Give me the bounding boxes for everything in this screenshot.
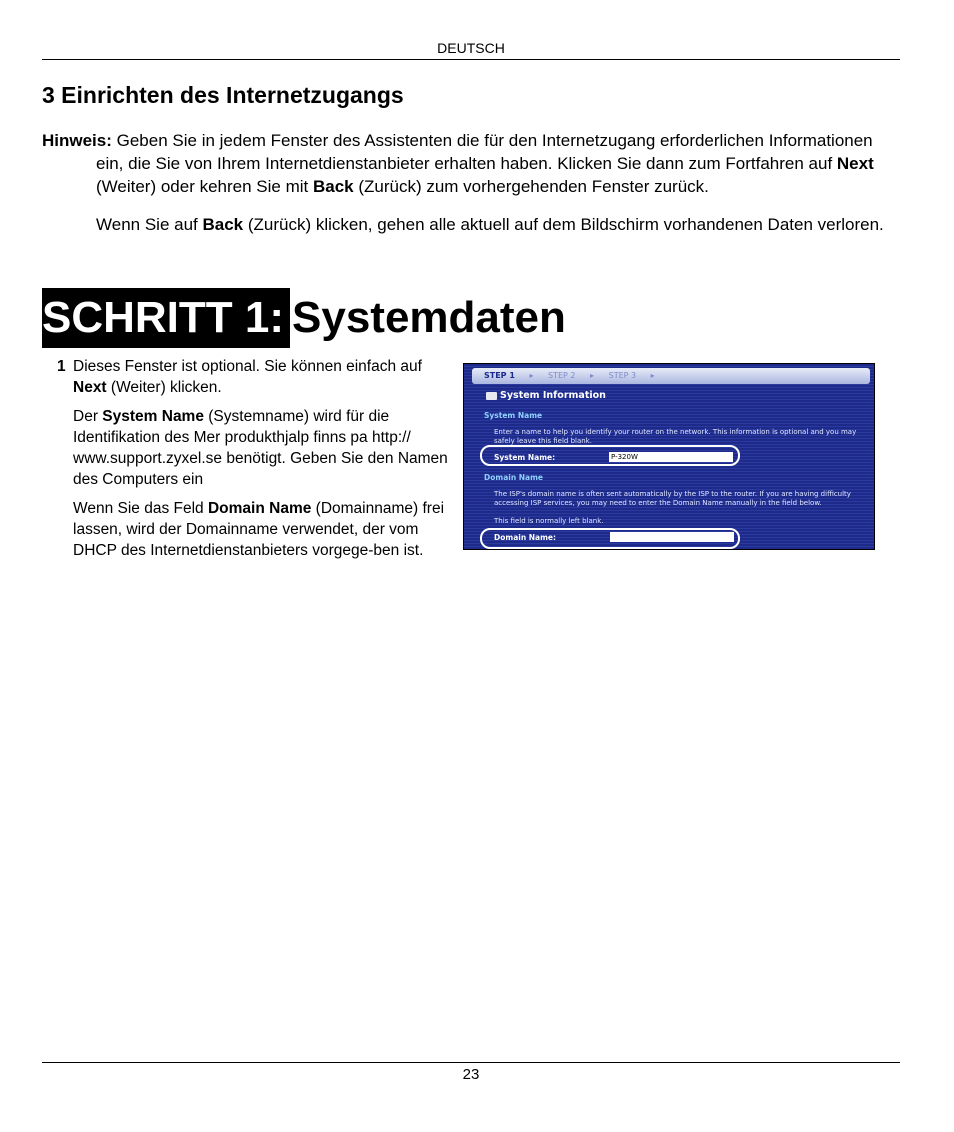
- page-number: 23: [462, 1066, 480, 1083]
- wizard-step-bar: [472, 368, 870, 384]
- note-next-term: Next: [836, 154, 874, 173]
- tab-step-2: STEP 2: [548, 371, 576, 380]
- step-heading-title: Systemdaten: [292, 293, 566, 342]
- note-text: Geben Sie in jedem Fenster des Assistenten die für den Internetzugang erforderlichen Informationen ein, die Sie von Ihrem Internetdienstanbieter erhalten haben. Klicken Sie dann zum Fortfahren auf: [96, 131, 873, 173]
- note-text: (Zurück) zum vorhergehenden Fenster zurück.: [353, 177, 709, 196]
- note-text: (Weiter) oder kehren Sie mit: [96, 177, 313, 196]
- tab-step-3: STEP 3: [608, 371, 637, 380]
- item-paragraph-3: [73, 498, 450, 561]
- note-back-term: Back: [202, 215, 244, 234]
- running-header: DEUTSCH: [437, 40, 505, 56]
- item-text: (Systemname) wird für die Identifikation des Mer produkthjalp finns pa http:// www.support.zyxel.se benötigt. Geben Sie den Namen des Computers ein: [73, 408, 448, 488]
- domain-name-input[interactable]: [610, 532, 734, 542]
- item-next-term: Next: [73, 379, 107, 396]
- tab-step-1: STEP 1: [484, 371, 515, 380]
- item-text: (Weiter) klicken.: [106, 379, 222, 396]
- step-separator-icon: ▸: [650, 371, 655, 380]
- panel-title: System Information: [500, 390, 606, 401]
- folder-icon: [486, 392, 497, 400]
- instruction-item: [42, 356, 450, 569]
- domain-name-description: The ISP's domain name is often sent automatically by the ISP to the router. If you are having difficulty accessing ISP services, you may need to enter the Domain Name manually in the field below.: [494, 490, 851, 507]
- domain-name-note: This field is normally left blank.: [494, 517, 604, 525]
- item-text: Wenn Sie das Feld: [73, 500, 208, 517]
- section-title: 3 Einrichten des Internetzugangs: [42, 82, 404, 108]
- domain-name-label: Domain Name:: [494, 533, 557, 542]
- footer-rule: [42, 1062, 900, 1063]
- note-paragraph-2: [96, 213, 902, 236]
- header-rule: [42, 59, 900, 60]
- note-text: (Zurück) klicken, gehen alle aktuell auf dem Bildschirm vorhandenen Daten verloren.: [243, 215, 884, 234]
- item-number: 1: [57, 358, 66, 375]
- domain-name-heading: Domain Name: [484, 473, 544, 482]
- note-back-term: Back: [312, 177, 354, 196]
- note-text: Wenn Sie auf: [96, 215, 203, 234]
- note-paragraph: [42, 129, 902, 198]
- item-text: (Domainname) frei lassen, wird der Domainname verwendet, der vom DHCP des Internetdienstanbieters vorgege-ben ist.: [73, 500, 445, 559]
- wizard-screenshot: [463, 363, 875, 550]
- system-name-input[interactable]: P-320W: [609, 452, 733, 462]
- step-heading-prefix: SCHRITT 1:: [42, 288, 290, 348]
- item-paragraph-2: [73, 406, 450, 490]
- step-separator-icon: ▸: [590, 371, 595, 380]
- system-name-heading: System Name: [484, 411, 543, 420]
- item-domain-name-term: Domain Name: [207, 500, 312, 517]
- item-system-name-term: System Name: [102, 408, 204, 425]
- system-name-description: Enter a name to help you identify your router on the network. This information is optional and you may safely leave this field blank.: [494, 428, 857, 445]
- system-name-label: System Name:: [494, 453, 556, 462]
- step-heading: [42, 288, 566, 348]
- item-text: Dieses Fenster ist optional. Sie können einfach auf: [73, 358, 422, 375]
- item-paragraph-1: [73, 356, 450, 398]
- item-text: Der: [73, 408, 103, 425]
- note-label: Hinweis:: [42, 131, 112, 150]
- note-block: [42, 129, 902, 236]
- step-separator-icon: ▸: [529, 371, 534, 380]
